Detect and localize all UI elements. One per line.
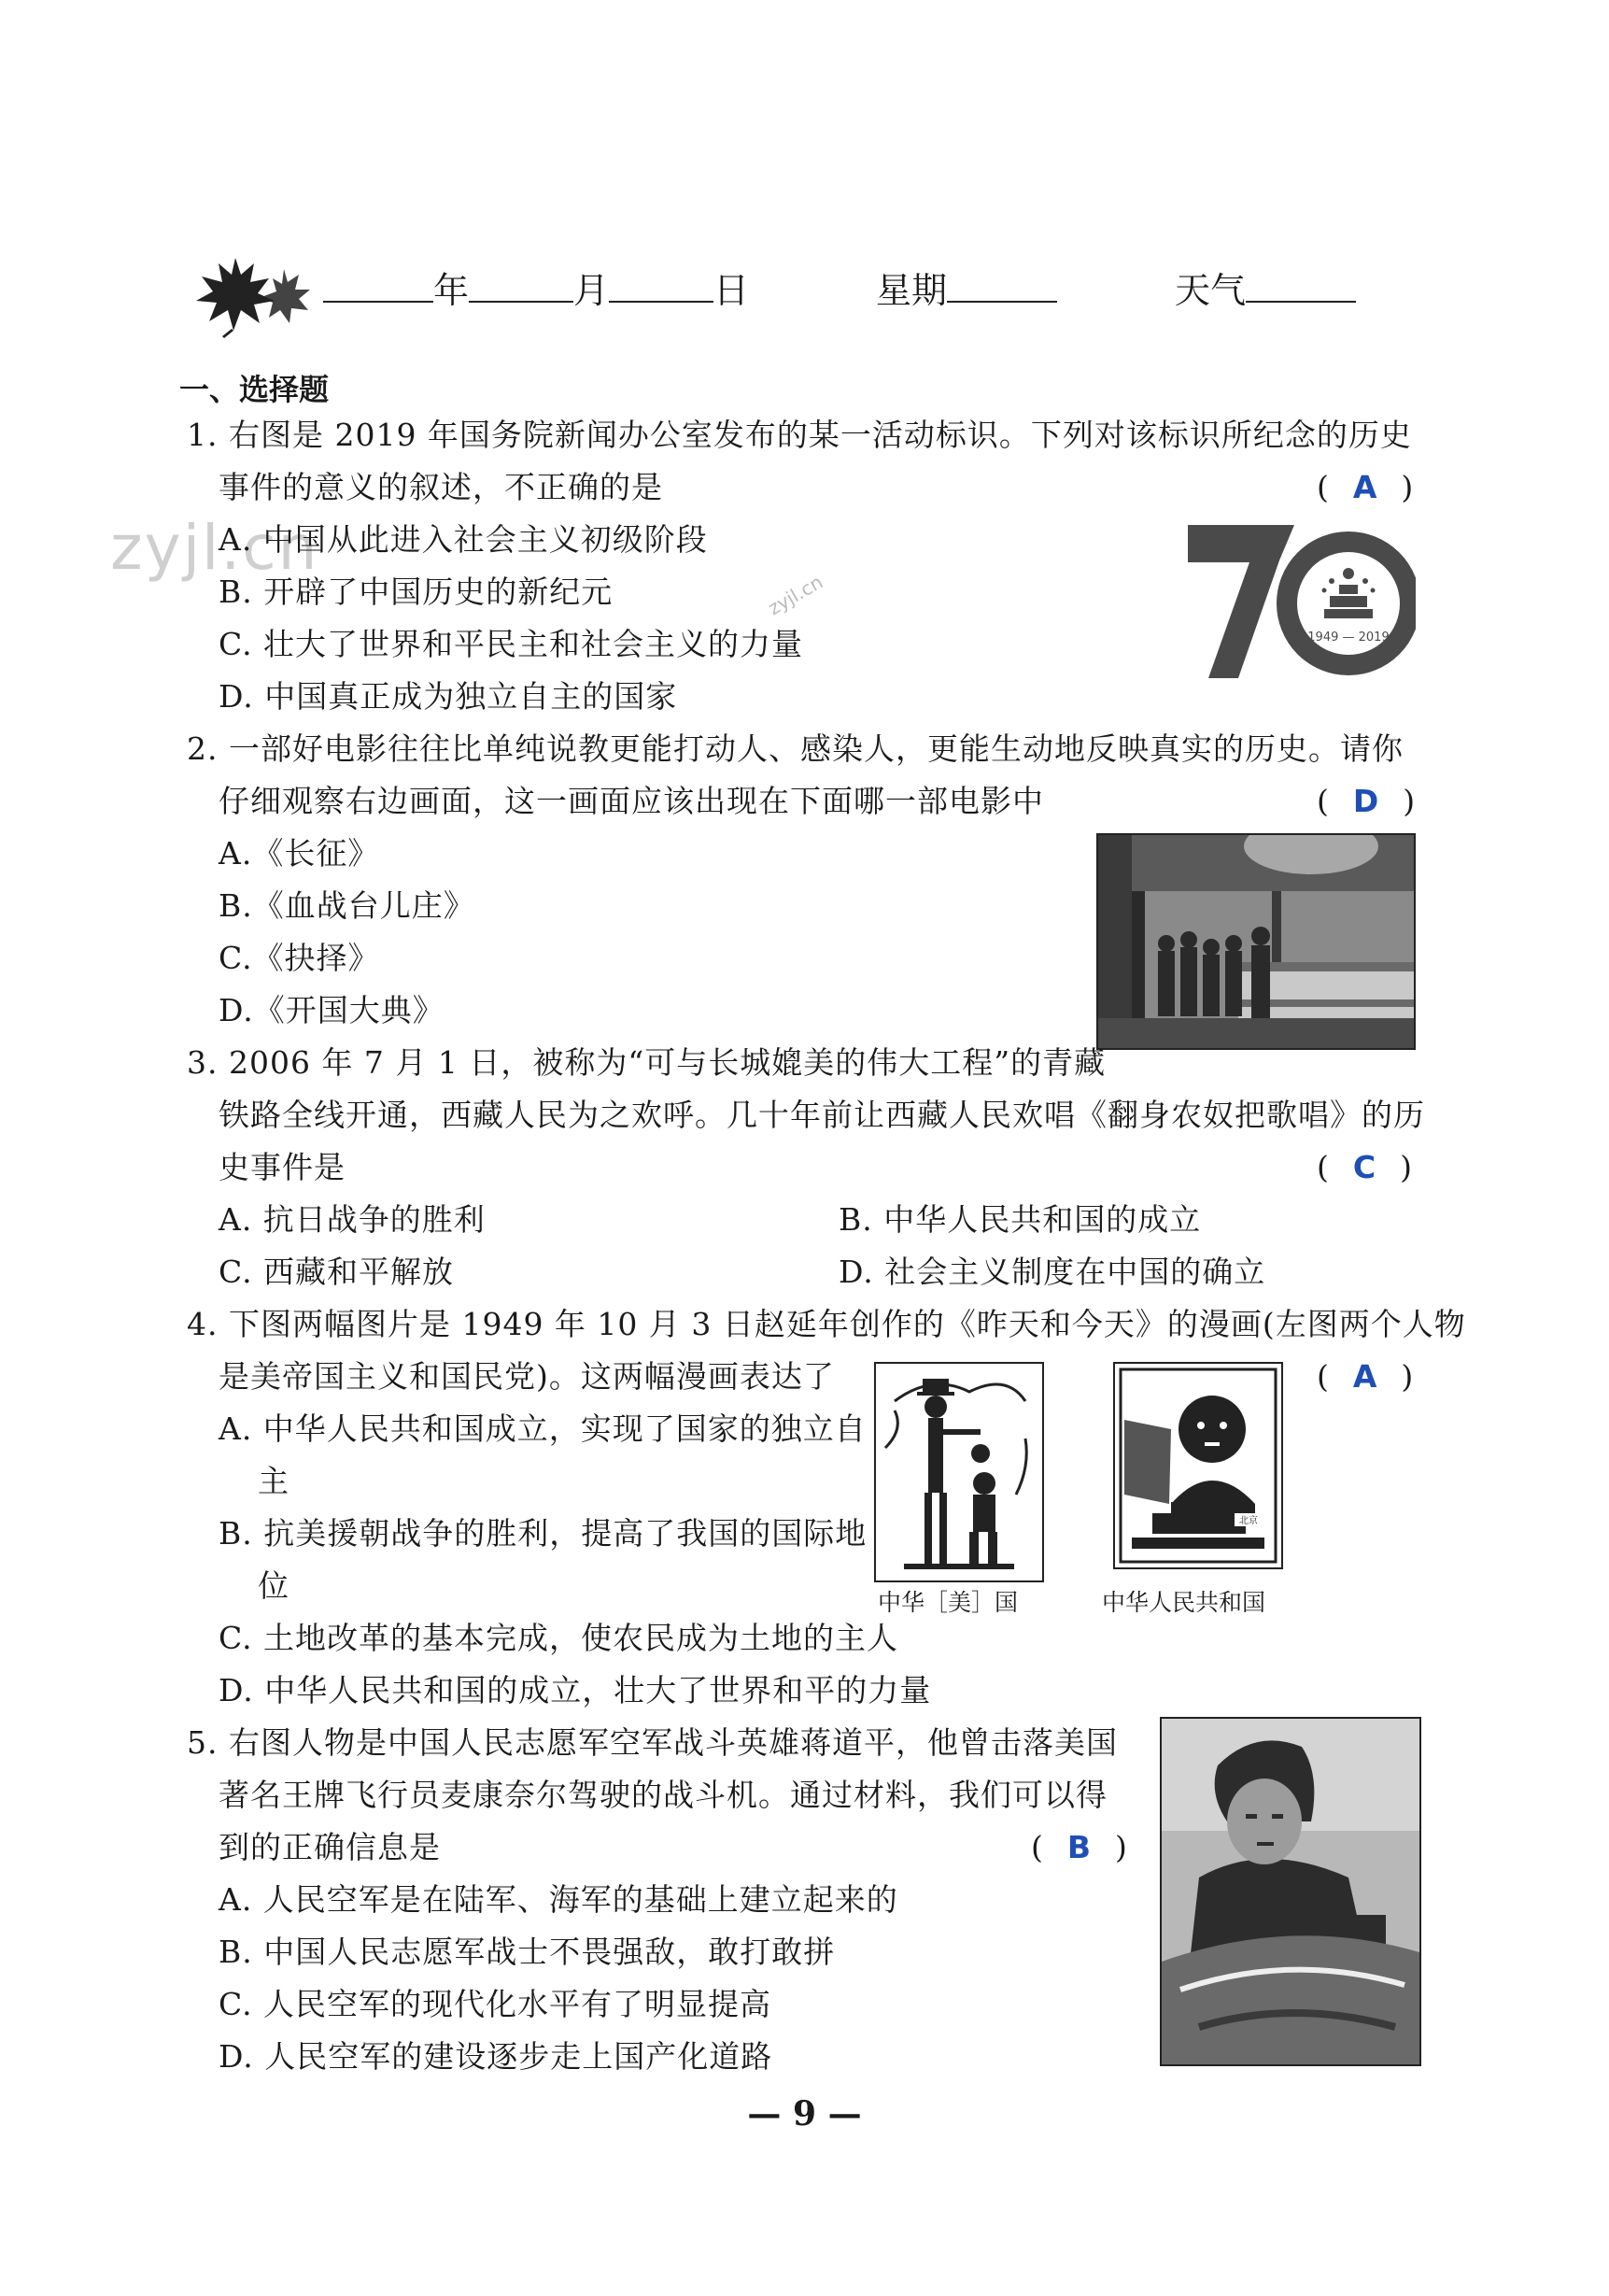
page-number-line: — 9 —: [747, 2094, 862, 2133]
cartoon-right-label: 北京: [1239, 1516, 1258, 1526]
q2-option-b: B.《血战台儿庄》: [219, 887, 475, 924]
cartoon-yesterday: [874, 1362, 1044, 1582]
q3-option-c: C. 西藏和平解放: [219, 1254, 455, 1290]
q1-stem-line2: 事件的意义的叙述，不正确的是: [219, 469, 663, 505]
q1-option-b: B. 开辟了中国历史的新纪元: [219, 574, 614, 610]
q4-option-c: C. 土地改革的基本完成，使农民成为土地的主人: [219, 1620, 899, 1656]
q2-option-c: C.《抉择》: [219, 940, 380, 976]
q1-stem-line1: 1. 右图是 2019 年国务院新闻办公室发布的某一活动标识。下列对该标识所纪念的历史: [187, 417, 1412, 453]
q4-option-a-line2: 主: [258, 1463, 289, 1499]
q5-stem-line2: 著名王牌飞行员麦康奈尔驾驶的战斗机。通过材料，我们可以得: [219, 1777, 1108, 1813]
q5-option-b: B. 中国人民志愿军战士不畏强敌，敢打敢拼: [219, 1934, 836, 1970]
year-label: 年: [433, 270, 470, 311]
q3-option-d: D. 社会主义制度在中国的确立: [839, 1254, 1266, 1290]
q2-answer: ( D ): [1317, 783, 1416, 819]
section-title: 一、选择题: [179, 372, 330, 407]
q4-option-b-line1: B. 抗美援朝战争的胜利，提高了我国的国际地: [219, 1515, 868, 1552]
q3-answer: ( C ): [1317, 1149, 1412, 1185]
q1-answer: ( A ): [1317, 469, 1414, 505]
q3-stem-line2: 铁路全线开通，西藏人民为之欢呼。几十年前让西藏人民欢唱《翻身农奴把歌唱》的历: [219, 1097, 1425, 1133]
q1-answer-letter: A: [1352, 469, 1377, 505]
q5-answer: ( B ): [1031, 1829, 1127, 1865]
q2-option-d: D.《开国大典》: [219, 992, 445, 1028]
q1-option-c: C. 壮大了世界和平民主和社会主义的力量: [219, 626, 804, 662]
q4-option-b-line2: 位: [258, 1567, 289, 1604]
q4-option-a-line1: A. 中华人民共和国成立，实现了国家的独立自: [219, 1410, 867, 1447]
cartoon-left-caption: 中华［美］国: [878, 1589, 1019, 1616]
q2-stem-line2: 仔细观察右边画面，这一画面应该出现在下面哪一部电影中: [219, 783, 1044, 819]
q5-option-d: D. 人民空军的建设逐步走上国产化道路: [219, 2038, 773, 2075]
day-label: 日: [713, 270, 750, 311]
q2-option-a: A.《长征》: [219, 835, 380, 872]
weekday-line: [876, 267, 1057, 314]
pilot-photo: [1160, 1717, 1421, 2066]
q5-stem-line3: 到的正确信息是: [219, 1829, 441, 1865]
q4-answer-letter: A: [1352, 1358, 1377, 1395]
cartoon-right-caption: 中华人民共和国: [1102, 1589, 1266, 1616]
q5-option-a: A. 人民空军是在陆军、海军的基础上建立起来的: [219, 1881, 898, 1918]
seventy-logo: [1182, 519, 1416, 682]
q5-option-c: C. 人民空军的现代化水平有了明显提高: [219, 1986, 772, 2022]
q4-option-d: D. 中华人民共和国的成立，壮大了世界和平的力量: [219, 1672, 932, 1708]
month-label: 月: [573, 270, 610, 311]
cartoon-today: [1113, 1362, 1283, 1569]
founding-ceremony-photo: [1096, 833, 1416, 1050]
watermark: zyjl.cn: [110, 512, 319, 584]
q2-answer-letter: D: [1352, 783, 1379, 819]
q1-option-a: A. 中国从此进入社会主义初级阶段: [219, 521, 708, 558]
date-line: [323, 267, 749, 314]
watermark-small: zyjl.cn: [764, 570, 827, 620]
q4-stem-line2: 是美帝国主义和国民党)。这两幅漫画表达了: [219, 1358, 835, 1395]
q3-answer-letter: C: [1352, 1149, 1376, 1185]
maple-leaf-icon: [179, 250, 319, 340]
page-number: 9: [792, 2094, 817, 2133]
q4-stem-line1: 4. 下图两幅图片是 1949 年 10 月 3 日赵延年创作的《昨天和今天》的漫画(左图两个人物: [187, 1306, 1466, 1342]
q3-option-b: B. 中华人民共和国的成立: [839, 1201, 1202, 1238]
weekday-label: 星期: [876, 270, 948, 311]
weather-label: 天气: [1175, 270, 1247, 311]
q3-stem-line1: 3. 2006 年 7 月 1 日，被称为“可与长城媲美的伟大工程”的青藏: [187, 1044, 1107, 1081]
q5-stem-line1: 5. 右图人物是中国人民志愿军空军战斗英雄蒋道平，他曾击落美国: [187, 1724, 1118, 1761]
q5-answer-letter: B: [1066, 1829, 1092, 1865]
q3-option-a: A. 抗日战争的胜利: [219, 1201, 486, 1238]
q2-stem-line1: 2. 一部好电影往往比单纯说教更能打动人、感染人，更能生动地反映真实的历史。请你: [187, 730, 1404, 767]
weather-line: [1175, 267, 1356, 314]
logo-years: 1949 — 2019: [1307, 631, 1390, 645]
q4-answer: ( A ): [1317, 1358, 1414, 1395]
q3-stem-line3: 史事件是: [219, 1149, 346, 1185]
q1-option-d: D. 中国真正成为独立自主的国家: [219, 678, 678, 715]
